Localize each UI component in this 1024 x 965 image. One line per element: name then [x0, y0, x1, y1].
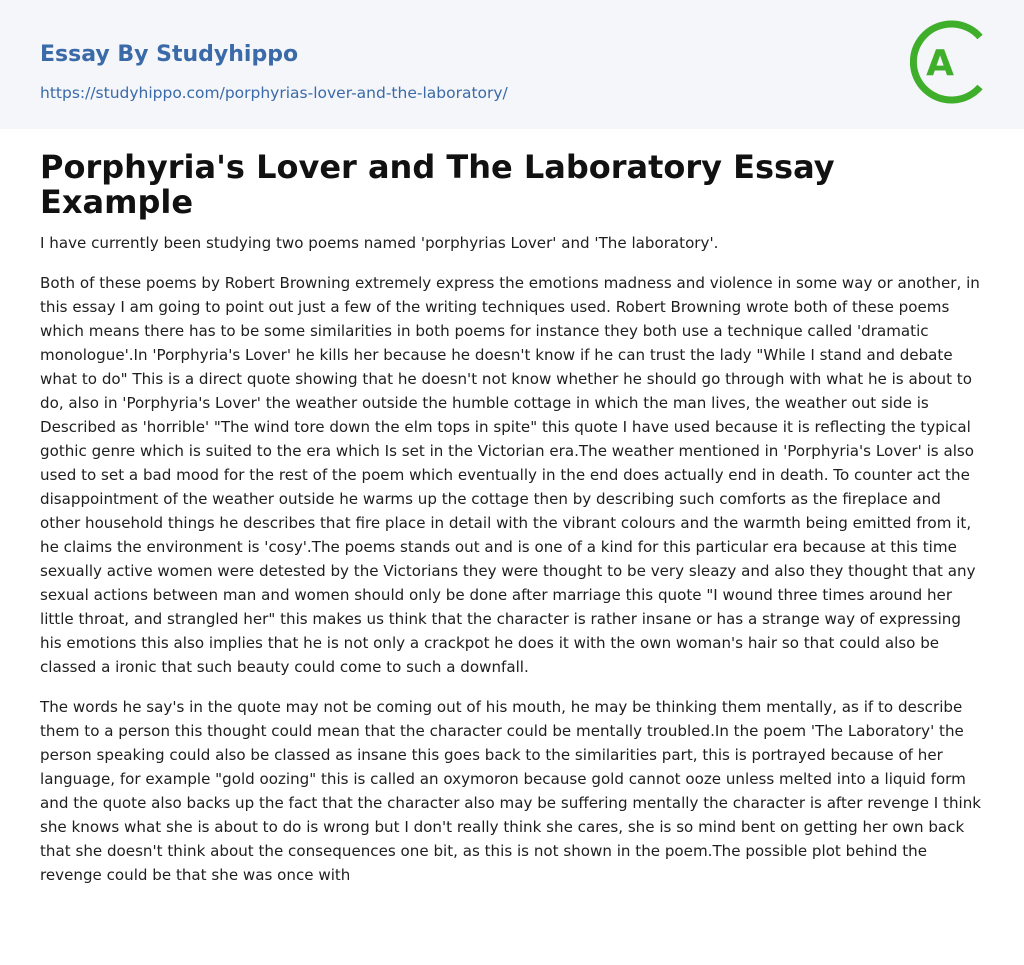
logo-letter: A — [926, 43, 954, 84]
article-paragraph-3: The words he say's in the quote may not be coming out of his mouth, he may be thinking them mentally, as if to describe them to a person this thought could mean that the character could be mentally troubled.In the poem 'The Laboratory' the person speaking could also be classed as insane this goes back to the similarities part, this is portrayed because of her language, for example "gold oozing" this is called an oxymoron because gold cannot ooze unless melted into a liquid form and the quote also backs up the fact that the character also may be suffering mentally the character is after revenge I think she knows what she is about to do is wrong but I don't really think she cares, she is so mind bent on getting her own back that she doesn't think about the consequences one bit, as this is not shown in the poem.The possible plot behind the revenge could be that she was once with — [40, 698, 982, 884]
studyhippo-logo-icon[interactable] — [910, 18, 988, 106]
article-paragraph-2: Both of these poems by Robert Browning extremely express the emotions madness and violence in some way or another, in this essay I am going to point out just a few of the writing techniques used. Robert Browning wrote both of these poems which means there has to be some similarities in both poems for instance they both use a technique called 'dramatic monologue'.In 'Porphyria's Lover' he kills her because he doesn't know if he can trust the lady "While I stand and debate what to do" This is a direct quote showing that he doesn't not know whether he should go through with what he is about to do, also in 'Porphyria's Lover' the weather outside the humble cottage in which the man lives, the weather out side is Described as 'horrible' "The wind tore down the elm tops in spite" this quote I have used because it is reflecting the typical gothic genre which is suited to the era which Is set in the Victorian era.The weather mentioned in 'Porphyria's Lover' is also used to set a bad mood for the rest of the poem which eventually in the end does actually end in death. To counter act the disappointment of the weather outside he warms up the cottage then by describing such comforts as the fireplace and other household things he describes that fire place in detail with the vibrant colours and the warmth being emitted from it, he claims the environment is 'cosy'.The poems stands out and is one of a kind for this particular era because at this time sexually active women were detested by the Victorians they were thought to be very sleazy and also they thought that any sexual actions between man and women should only be done after marriage this quote "I wound three times around her little throat, and strangled her" this makes us think that the character is rather insane or has a strange way of expressing his emotions this also implies that he is not only a crackpot he does it with the own woman's hair so that could also be classed a ironic that such beauty could come to such a downfall. — [40, 274, 980, 676]
site-brand[interactable]: Essay By Studyhippo — [40, 42, 299, 67]
article-title: Porphyria's Lover and The Laboratory Essay Example — [40, 148, 835, 221]
article-url-link[interactable]: https://studyhippo.com/porphyrias-lover-and-the-laboratory/ — [40, 84, 508, 102]
site-header — [0, 0, 1024, 129]
article-content — [40, 150, 984, 887]
article-paragraph-1: I have currently been studying two poems named 'porphyrias Lover' and 'The laboratory'. — [40, 234, 719, 252]
